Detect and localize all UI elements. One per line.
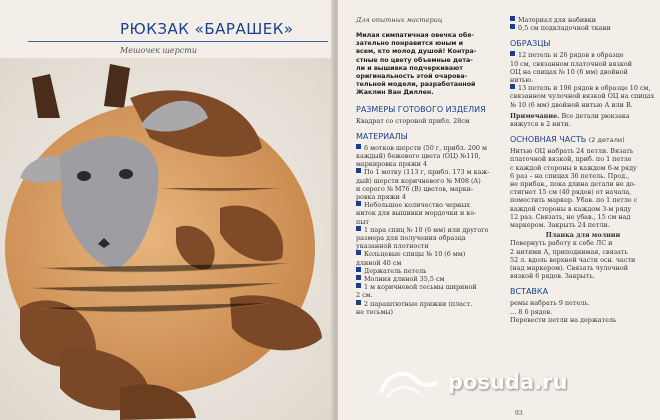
- list-item-cont: 10 см, связанном платочной вязкой: [510, 59, 632, 68]
- list-item-cont: нитью.: [510, 76, 534, 85]
- instruction-line: 6 раз – на спицах 36 петель. Прод.,: [510, 171, 630, 180]
- note-label: Примечание.: [510, 111, 560, 120]
- materials-list: [356, 144, 504, 316]
- instruction-line: ремы набрать 9 петель.: [510, 299, 590, 308]
- list-item: Небольшое количество черных: [356, 201, 504, 209]
- list-item-cont: указанной плотности: [356, 242, 429, 251]
- note-text: Все детали рюкзака: [561, 111, 630, 120]
- size-heading: РАЗМЕРЫ ГОТОВОГО ИЗДЕЛИЯ: [356, 104, 486, 114]
- note-text-2: вяжутся в 2 нити.: [510, 120, 571, 129]
- intro-line: оригинальность этой очарова-: [356, 73, 468, 81]
- page-subtitle: Мешочек шерсти: [120, 46, 198, 55]
- intro-line: Милая симпатичная овечка обя-: [356, 32, 474, 39]
- list-item-cont: маркировка пряжи 4: [356, 160, 428, 169]
- instruction-line: (над маркером). Связать чулочной: [510, 264, 628, 273]
- list-item-cont: связанном чулочной вязкой ОЦ на спицах: [510, 92, 655, 101]
- page-number: 93: [515, 410, 523, 417]
- list-item: 12 петель и 26 рядов в образце: [510, 51, 656, 59]
- bottom-heading: ВСТАВКА: [510, 287, 549, 297]
- list-item: 0,5 см подкладочной ткани: [510, 24, 656, 32]
- list-item: Материал для набивки: [510, 16, 656, 24]
- list-item-cont: пыт: [356, 217, 369, 226]
- gauge-list: [510, 51, 656, 108]
- size-text: Квадрат со стороной прибл. 28см: [356, 116, 470, 125]
- bullet-square-icon: [356, 168, 361, 173]
- bullet-square-icon: [356, 201, 361, 206]
- bullet-square-icon: [356, 275, 361, 280]
- instruction-line: каждой стороны в каждом 3-м ряду: [510, 204, 632, 213]
- list-item-cont: ровка пряжи 4: [356, 193, 406, 202]
- sheep-backpack-photo: [0, 58, 334, 420]
- instruction-line: 52 л. вдоль верхней части осн. части: [510, 255, 636, 264]
- bullet-square-icon: [356, 250, 361, 255]
- bullet-square-icon: [356, 267, 361, 272]
- bullet-square-icon: [356, 283, 361, 288]
- list-item-cont: ОЦ на спицах № 10 (6 мм) двойной: [510, 67, 628, 76]
- list-item: Молния длиной 35,5 см: [356, 275, 504, 283]
- list-item-cont: каждый) бежевого цвета (ОЦ) №110,: [356, 152, 481, 161]
- list-item-cont: ниток для вышивки мордочки и ко-: [356, 209, 477, 218]
- note: [510, 112, 656, 120]
- right-page-left-column: [356, 16, 504, 316]
- page-title: РЮКЗАК «БАРАШЕК»: [120, 20, 294, 38]
- instruction-line: платочной вязкой, приб. по 1 петле: [510, 155, 632, 164]
- bullet-square-icon: [356, 226, 361, 231]
- main-instructions: [510, 147, 656, 229]
- zipper-instructions: [510, 239, 656, 280]
- instruction-line: вязкой 6 рядов. Закрыть.: [510, 272, 595, 281]
- main-heading: ОСНОВНАЯ ЧАСТЬ (2 детали): [510, 135, 625, 145]
- intro-line: зательно понравится юным и: [356, 40, 464, 48]
- bottom-instructions: [510, 299, 656, 324]
- instruction-line: не прибав., пока длина детали не до-: [510, 180, 636, 189]
- list-item-cont: не тесьмы): [356, 307, 393, 316]
- right-page-right-column: [510, 16, 656, 324]
- list-item: Держатель петель: [356, 267, 504, 275]
- list-item-cont: 2 см.: [356, 291, 373, 300]
- list-item: 2 параштютные пряжки (пласт.: [356, 300, 504, 308]
- intro-line: Жаклин Ван Диллен.: [356, 89, 434, 97]
- bullet-square-icon: [356, 144, 361, 149]
- instruction-line: Нитью ОЦ набрать 24 петли. Вязать: [510, 147, 634, 156]
- list-item: По 1 мотку (113 г, прибл. 173 м каж-: [356, 168, 504, 176]
- list-item-cont: дый) шерсти коричневого № М08 (А): [356, 176, 481, 185]
- materials-cont-list: [510, 16, 656, 32]
- zipper-heading: Планка для молнии: [545, 231, 621, 240]
- section-label: Для опытных мастериц: [356, 16, 443, 24]
- list-item: 1 м коричневой тесьмы шириной: [356, 283, 504, 291]
- title-rule: [28, 41, 328, 42]
- intro-line: всем, кто молод душой! Контра-: [356, 48, 477, 56]
- list-item-cont: и серого № М76 (В) цветов, марки-: [356, 184, 474, 193]
- instruction-line: с каждой стороны в каждом 6-м ряду: [510, 163, 637, 172]
- intro-line: тельной модели, разработанной: [356, 81, 476, 89]
- instruction-line: поместить маркер. Убав. по 1 петле с: [510, 196, 638, 205]
- watermark-logo-icon: [375, 363, 443, 403]
- bullet-square-icon: [510, 16, 515, 21]
- instruction-line: стигнет 15 см (40 рядов) от начала,: [510, 188, 632, 197]
- intro-line: стные по цвету объемные дета-: [356, 56, 473, 64]
- list-item: 1 пара спиц № 10 (6 мм) или другого: [356, 226, 504, 234]
- list-item-cont: № 10 (6 мм) двойной нитью А или В.: [510, 100, 633, 109]
- intro-line: ли и вышивка подчеркивают: [356, 64, 463, 72]
- bullet-square-icon: [510, 51, 515, 56]
- instruction-line: 12 раз. Связать, не убав., 15 см над: [510, 212, 631, 221]
- list-item: 13 петель и 196 рядов в образце 10 см,: [510, 84, 656, 92]
- bullet-square-icon: [356, 300, 361, 305]
- watermark: posuda.ru: [448, 370, 568, 394]
- list-item: 6 мотков шерсти (50 г, прибл. 200 м: [356, 144, 504, 152]
- intro-paragraph: [356, 32, 504, 98]
- materials-heading: МАТЕРИАЛЫ: [356, 131, 408, 141]
- list-item-cont: длиной 40 см: [356, 258, 402, 267]
- instruction-line: Перевести петли на держатель: [510, 315, 617, 324]
- instruction-line: 2 нитями А, приподнимая, связать: [510, 247, 628, 256]
- instruction-line: Повернуть работу к себе ЛС и: [510, 239, 613, 248]
- list-item: Кольцевые спицы № 10 (6 мм): [356, 250, 504, 258]
- instruction-line: … 8 6 рядов.: [510, 307, 553, 316]
- gauge-heading: ОБРАЗЦЫ: [510, 39, 551, 49]
- instruction-line: маркером. Закрыть 24 петли.: [510, 221, 610, 230]
- list-item-cont: размера для получения образца: [356, 234, 466, 243]
- bullet-square-icon: [510, 84, 515, 89]
- bullet-square-icon: [510, 24, 515, 29]
